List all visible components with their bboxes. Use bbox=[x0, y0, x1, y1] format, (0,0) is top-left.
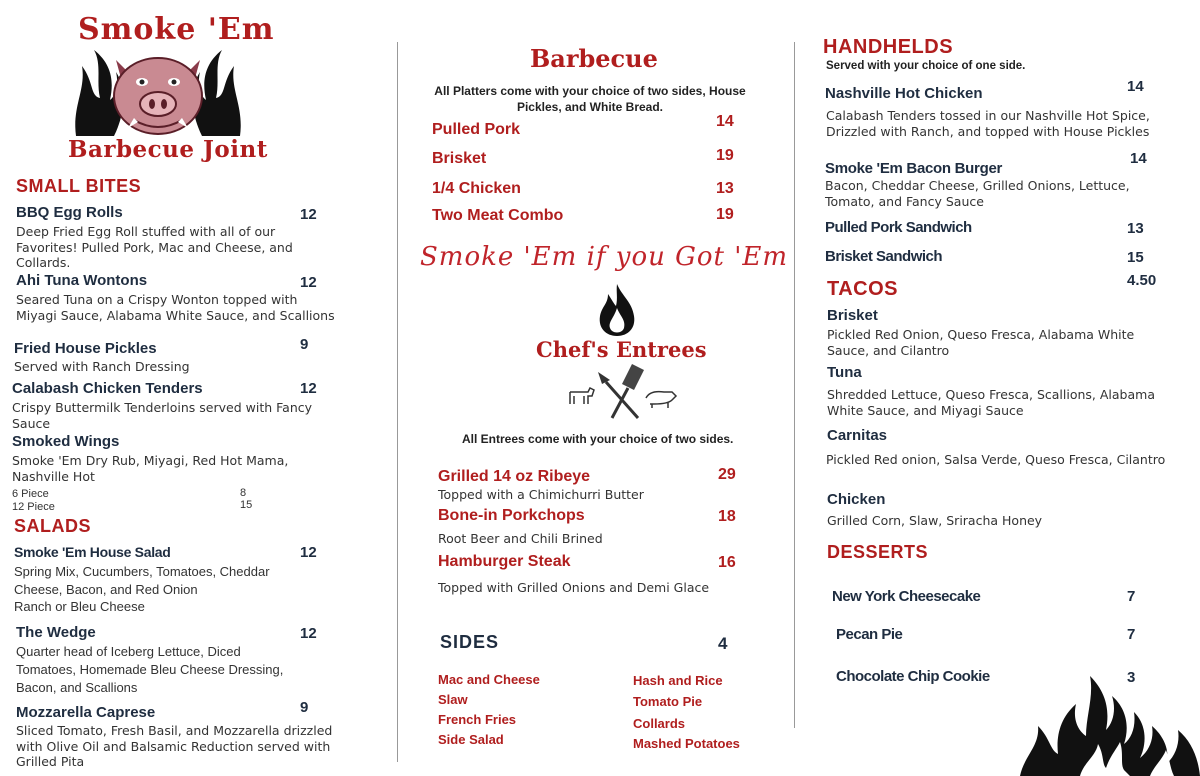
side-item: Hash and Rice bbox=[633, 673, 723, 688]
column-divider-left bbox=[397, 42, 398, 762]
menu-item-extra: Ranch or Bleu Cheese bbox=[14, 599, 145, 614]
menu-item-description: Calabash Tenders tossed in our Nashville Hot Spice, Drizzled with Ranch, and topped with House Pickles bbox=[826, 108, 1150, 139]
menu-item-name: Pulled Pork Sandwich bbox=[825, 219, 972, 236]
taco-name: Tuna bbox=[827, 364, 862, 381]
menu-item-description: Spring Mix, Cucumbers, Tomatoes, Cheddar Cheese, Bacon, and Red Onion bbox=[14, 564, 270, 597]
menu-item-description: Sliced Tomato, Fresh Basil, and Mozzarella drizzled with Olive Oil and Balsamic Reduction served with Grilled Pita bbox=[16, 723, 333, 769]
menu-item-price: 16 bbox=[718, 554, 736, 571]
taco-description: Grilled Corn, Slaw, Sriracha Honey bbox=[827, 513, 1043, 528]
menu-item-price: 9 bbox=[300, 336, 309, 353]
menu-item-price: 13 bbox=[1127, 220, 1144, 237]
side-item: French Fries bbox=[438, 712, 517, 727]
menu-item-price: 14 bbox=[1130, 150, 1147, 167]
menu-item-price: 13 bbox=[716, 180, 734, 197]
menu-item-name: Ahi Tuna Wontons bbox=[16, 272, 148, 289]
menu-item-name: Fried House Pickles bbox=[14, 340, 157, 357]
menu-item-name: BBQ Egg Rolls bbox=[16, 204, 123, 221]
menu-item-price: 15 bbox=[1127, 249, 1144, 266]
menu-item-name: The Wedge bbox=[16, 624, 96, 641]
taco-description: Pickled Red Onion, Queso Fresca, Alabama White Sauce, and Cilantro bbox=[827, 327, 1135, 358]
menu-item-name: Mozzarella Caprese bbox=[16, 704, 156, 721]
menu-item-name: Two Meat Combo bbox=[432, 207, 564, 224]
menu-item-price: 12 bbox=[300, 625, 317, 642]
menu-item-name: Grilled 14 oz Ribeye bbox=[438, 468, 591, 485]
wing-size-price: 15 bbox=[240, 499, 253, 511]
dessert-price: 3 bbox=[1127, 669, 1136, 686]
corner-flames-icon bbox=[1020, 646, 1200, 776]
barbecue-note: All Platters come with your choice of two sides, House Pickles, and White Bread. bbox=[434, 84, 746, 114]
menu-item-price: 12 bbox=[300, 544, 317, 561]
menu-item-description: Topped with a Chimichurri Butter bbox=[438, 487, 644, 502]
menu-item-description: Deep Fried Egg Roll stuffed with all of our Favorites! Pulled Pork, Mac and Cheese, and Collards. bbox=[16, 224, 293, 270]
cow-icon bbox=[570, 388, 594, 404]
menu-item-description: Crispy Buttermilk Tenderloins served with Fancy Sauce bbox=[12, 400, 313, 431]
sides-price: 4 bbox=[718, 634, 728, 653]
side-item: Collards bbox=[633, 716, 686, 731]
menu-item-name: Brisket bbox=[432, 150, 487, 167]
taco-name: Brisket bbox=[827, 307, 878, 324]
wing-size-label: 6 Piece bbox=[12, 488, 49, 500]
menu-item-price: 12 bbox=[300, 206, 317, 223]
menu-item-description: Root Beer and Chili Brined bbox=[438, 531, 603, 546]
side-item: Side Salad bbox=[438, 732, 504, 747]
menu-item-name: Pulled Pork bbox=[432, 121, 521, 138]
menu-item-price: 14 bbox=[1127, 78, 1144, 95]
menu-item-price: 12 bbox=[300, 274, 317, 291]
wing-size-label: 12 Piece bbox=[12, 501, 55, 513]
chefs-entrees-heading: Chef's Entrees bbox=[536, 337, 707, 362]
menu-item-price: 19 bbox=[716, 206, 734, 223]
menu-item-description: Served with Ranch Dressing bbox=[14, 359, 190, 374]
handhelds-note: Served with your choice of one side. bbox=[826, 60, 1026, 72]
taco-description: Shredded Lettuce, Queso Fresca, Scallions, Alabama White Sauce, and Miyagi Sauce bbox=[827, 387, 1155, 418]
dessert-price: 7 bbox=[1127, 626, 1136, 643]
taco-name: Carnitas bbox=[827, 427, 888, 444]
entrees-note: All Entrees come with your choice of two sides. bbox=[462, 432, 734, 446]
menu-item-price: 19 bbox=[716, 147, 734, 164]
menu-item-price: 9 bbox=[300, 699, 309, 716]
slogan: Smoke 'Em if you Got 'Em bbox=[420, 242, 789, 272]
menu-item-price: 29 bbox=[718, 466, 736, 483]
menu-item-description: Topped with Grilled Onions and Demi Glace bbox=[438, 580, 710, 595]
menu-item-name: Bone-in Porkchops bbox=[438, 507, 585, 524]
small-bites-heading: SMALL BITES bbox=[16, 176, 142, 196]
menu-item-name: Smoke 'Em Bacon Burger bbox=[825, 160, 1003, 177]
menu-item-name: Brisket Sandwich bbox=[825, 248, 943, 265]
taco-name: Chicken bbox=[827, 491, 886, 508]
dessert-name: New York Cheesecake bbox=[832, 588, 981, 605]
menu-item-name: 1/4 Chicken bbox=[432, 180, 521, 197]
pig-icon bbox=[646, 392, 676, 408]
menu-item-description: Seared Tuna on a Crispy Wonton topped with Miyagi Sauce, Alabama White Sauce, and Scallions bbox=[16, 292, 335, 323]
menu-item-name: Hamburger Steak bbox=[438, 553, 571, 570]
grill-tools-icon bbox=[564, 362, 684, 424]
column-divider-right bbox=[794, 42, 795, 728]
menu-item-price: 14 bbox=[716, 113, 734, 130]
menu-item-price: 12 bbox=[300, 380, 317, 397]
wing-size-price: 8 bbox=[240, 487, 247, 499]
pig-with-flames-icon bbox=[72, 46, 244, 140]
flame-icon bbox=[596, 284, 638, 336]
menu-item-description: Bacon, Cheddar Cheese, Grilled Onions, Lettuce, Tomato, and Fancy Sauce bbox=[825, 178, 1130, 209]
taco-description: Pickled Red onion, Salsa Verde, Queso Fresca, Cilantro bbox=[826, 452, 1166, 467]
barbecue-heading: Barbecue bbox=[530, 44, 658, 73]
dessert-name: Chocolate Chip Cookie bbox=[836, 668, 990, 685]
menu-item-name: Smoked Wings bbox=[12, 433, 120, 450]
side-item: Mac and Cheese bbox=[438, 672, 540, 687]
menu-item-description: Smoke 'Em Dry Rub, Miyagi, Red Hot Mama, Nashville Hot bbox=[12, 453, 289, 484]
logo-top-text: Smoke 'Em bbox=[78, 12, 275, 47]
menu-item-name: Calabash Chicken Tenders bbox=[12, 380, 203, 397]
menu-item-price: 18 bbox=[718, 508, 736, 525]
logo-bottom-text: Barbecue Joint bbox=[68, 136, 268, 163]
menu-item-name: Nashville Hot Chicken bbox=[825, 85, 983, 102]
side-item: Tomato Pie bbox=[633, 694, 703, 709]
tacos-price: 4.50 bbox=[1127, 272, 1157, 289]
sides-heading: SIDES bbox=[440, 632, 500, 652]
desserts-heading: DESSERTS bbox=[827, 542, 929, 562]
menu-item-name: Smoke 'Em House Salad bbox=[14, 544, 171, 560]
tacos-heading: TACOS bbox=[827, 278, 899, 300]
dessert-price: 7 bbox=[1127, 588, 1136, 605]
salads-heading: SALADS bbox=[14, 516, 92, 536]
dessert-name: Pecan Pie bbox=[836, 626, 903, 643]
side-item: Mashed Potatoes bbox=[633, 736, 740, 751]
menu-item-description: Quarter head of Iceberg Lettuce, Diced Tomatoes, Homemade Bleu Cheese Dressing, Bacon, and Scallions bbox=[16, 644, 284, 695]
handhelds-heading: HANDHELDS bbox=[823, 36, 954, 58]
side-item: Slaw bbox=[438, 692, 468, 707]
